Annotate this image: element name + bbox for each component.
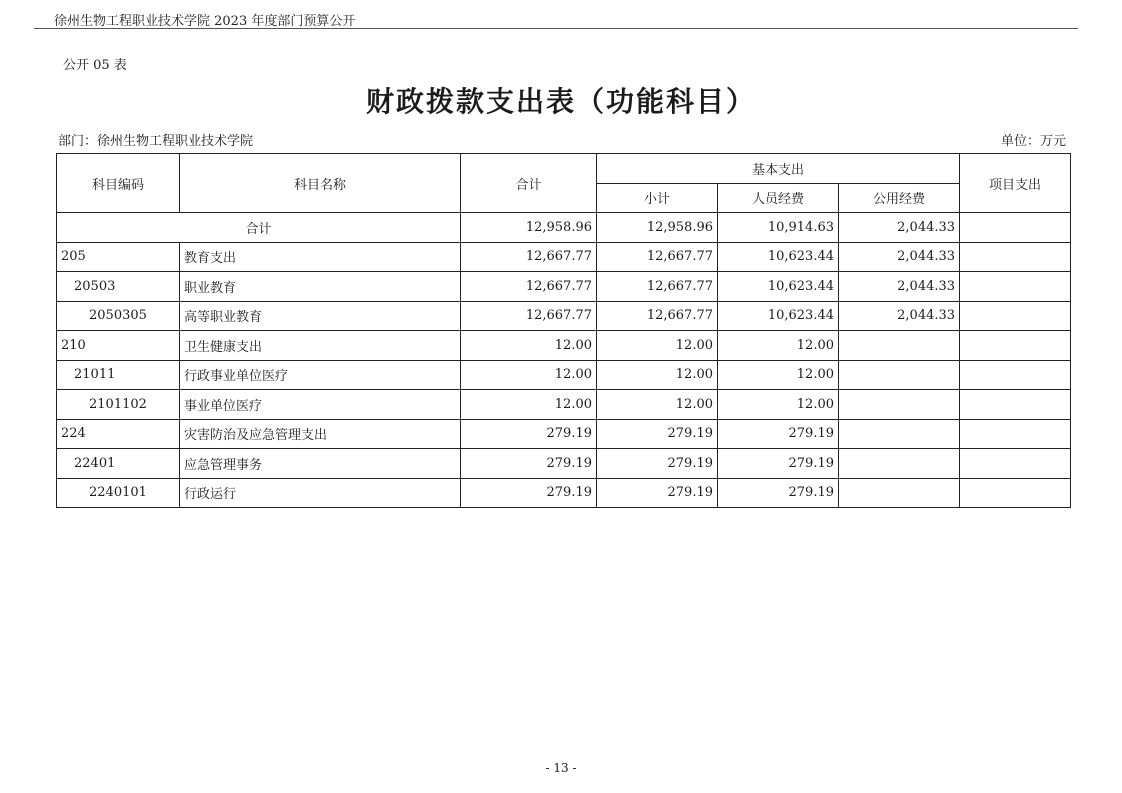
unit-label: 单位：万元 [1000,134,1066,149]
row-public [839,390,960,420]
row-personnel: 12.00 [718,360,839,390]
table-row [57,360,1071,390]
row-total: 12.00 [461,360,597,390]
row-code: 210 [57,331,180,361]
total-row-total: 12,958.96 [461,213,597,243]
row-project [960,449,1071,479]
row-personnel: 12.00 [718,390,839,420]
row-total: 279.19 [461,478,597,508]
row-code: 205 [57,242,180,272]
row-name: 教育支出 [180,242,461,272]
row-project [960,242,1071,272]
row-personnel: 279.19 [718,449,839,479]
row-project [960,390,1071,420]
row-public [839,478,960,508]
table-row [57,390,1071,420]
total-row-personnel: 10,914.63 [718,213,839,243]
row-personnel: 279.19 [718,419,839,449]
row-public [839,419,960,449]
row-code: 2240101 [57,478,180,508]
row-personnel: 10,623.44 [718,242,839,272]
row-total: 12,667.77 [461,242,597,272]
row-name: 事业单位医疗 [180,390,461,420]
table-row [57,449,1071,479]
form-code: 公开 05 表 [63,58,127,73]
row-subtotal: 279.19 [597,419,718,449]
running-header: 徐州生物工程职业技术学院 2023 年度部门预算公开 [54,14,356,29]
row-subtotal: 12,667.77 [597,301,718,331]
row-total: 279.19 [461,419,597,449]
row-project [960,331,1071,361]
header-public: 公用经费 [839,183,960,213]
row-name: 应急管理事务 [180,449,461,479]
row-public [839,331,960,361]
row-personnel: 10,623.44 [718,301,839,331]
table-row [57,301,1071,331]
table-row [57,242,1071,272]
row-subtotal: 12,667.77 [597,242,718,272]
row-subtotal: 12.00 [597,360,718,390]
table-row [57,419,1071,449]
row-code: 21011 [57,360,180,390]
row-public [839,360,960,390]
row-name: 行政事业单位医疗 [180,360,461,390]
row-code: 2050305 [57,301,180,331]
header-rule [34,28,1078,29]
document-title: 财政拨款支出表（功能科目） [365,85,756,118]
table-row [57,478,1071,508]
row-name: 灾害防治及应急管理支出 [180,419,461,449]
row-total: 12,667.77 [461,272,597,302]
header-row-1 [57,154,1071,184]
row-public: 2,044.33 [839,272,960,302]
row-subtotal: 12.00 [597,390,718,420]
table-row [57,272,1071,302]
row-name: 高等职业教育 [180,301,461,331]
row-project [960,301,1071,331]
header-basic: 基本支出 [597,154,960,184]
header-personnel: 人员经费 [718,183,839,213]
row-subtotal: 12.00 [597,331,718,361]
row-name: 职业教育 [180,272,461,302]
row-total: 12.00 [461,331,597,361]
row-project [960,478,1071,508]
row-personnel: 279.19 [718,478,839,508]
row-total: 12.00 [461,390,597,420]
header-code: 科目编码 [57,154,180,213]
row-name: 行政运行 [180,478,461,508]
row-public [839,449,960,479]
row-personnel: 10,623.44 [718,272,839,302]
row-code: 2101102 [57,390,180,420]
header-name: 科目名称 [180,154,461,213]
row-total: 279.19 [461,449,597,479]
row-code: 20503 [57,272,180,302]
row-subtotal: 12,667.77 [597,272,718,302]
header-total: 合计 [461,154,597,213]
row-subtotal: 279.19 [597,478,718,508]
total-row-label: 合计 [57,213,461,243]
budget-table [56,153,1071,508]
row-project [960,272,1071,302]
total-row [57,213,1071,243]
total-row-project [960,213,1071,243]
total-row-public: 2,044.33 [839,213,960,243]
header-subtotal: 小计 [597,183,718,213]
row-public: 2,044.33 [839,242,960,272]
row-code: 224 [57,419,180,449]
row-public: 2,044.33 [839,301,960,331]
department-label: 部门：徐州生物工程职业技术学院 [58,134,254,149]
row-personnel: 12.00 [718,331,839,361]
row-subtotal: 279.19 [597,449,718,479]
row-project [960,360,1071,390]
row-code: 22401 [57,449,180,479]
table-row [57,331,1071,361]
header-project: 项目支出 [960,154,1071,213]
total-row-subtotal: 12,958.96 [597,213,718,243]
row-project [960,419,1071,449]
page-number: - 13 - [545,761,577,775]
row-total: 12,667.77 [461,301,597,331]
row-name: 卫生健康支出 [180,331,461,361]
